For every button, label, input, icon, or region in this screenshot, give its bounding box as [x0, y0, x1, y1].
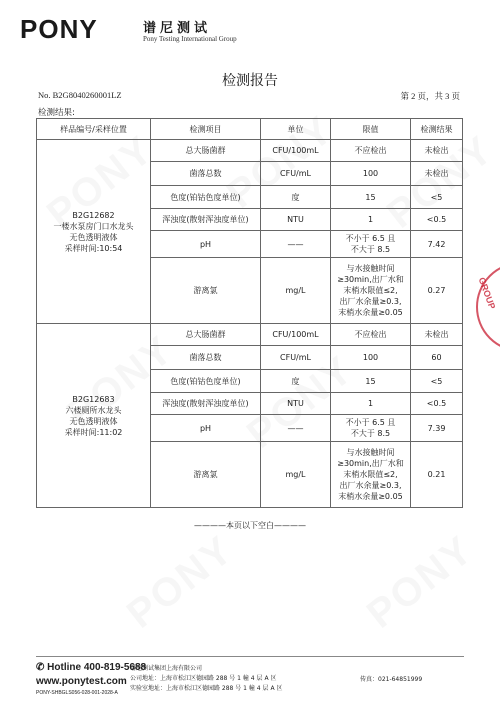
- result-cell: <0.5: [411, 209, 463, 231]
- logo-wordmark: PONY: [20, 14, 98, 44]
- table-row: [37, 140, 463, 162]
- limit-line: 100: [362, 169, 379, 178]
- limit-line: 不应检出: [354, 146, 387, 155]
- sample-info-line: B2G12683: [72, 394, 115, 404]
- unit-cell: CFU/100mL: [261, 324, 331, 346]
- unit-cell: mg/L: [261, 258, 331, 324]
- limit-cell: [331, 346, 411, 370]
- result-cell: <5: [411, 186, 463, 209]
- end-of-page-note: ————本页以下空白————: [194, 521, 306, 530]
- limit-line: 末梢水余量≥0.05: [338, 308, 403, 317]
- limit-cell: [331, 231, 411, 258]
- sample-info-line: 一楼水泵房门口水龙头: [53, 221, 134, 231]
- unit-cell: CFU/mL: [261, 162, 331, 186]
- column-header: 单位: [261, 119, 331, 140]
- test-item-cell: pH: [151, 415, 261, 442]
- test-item-cell: 浑浊度(散射浑浊度单位): [151, 209, 261, 231]
- limit-line: 与水接触时间: [346, 264, 395, 273]
- watermark-text: [359, 527, 482, 637]
- limit-line: 不大于 8.5: [350, 245, 391, 254]
- limit-cell: [331, 415, 411, 442]
- column-header: 检测结果: [411, 119, 463, 140]
- footer-company-name: 谱尼测试集团上海有限公司: [130, 665, 203, 672]
- company-name-en: Pony Testing International Group: [143, 35, 237, 43]
- sample-info-line: B2G12682: [72, 210, 115, 220]
- sample-info-cell: [37, 140, 151, 324]
- limit-line: 出厂水余量≥0.3,: [339, 481, 402, 490]
- document-title: 检测报告: [222, 73, 278, 89]
- sample-info-line: 无色透明液体: [69, 416, 118, 426]
- sample-info-line: 采样时间:11:02: [64, 427, 123, 437]
- limit-line: ≥30min,出厂水和: [337, 275, 404, 284]
- unit-cell: 度: [261, 186, 331, 209]
- column-header: 检测项目: [151, 119, 261, 140]
- limit-line: 15: [365, 192, 376, 202]
- limit-cell: [331, 370, 411, 393]
- test-item-cell: 游离氯: [151, 442, 261, 508]
- phone-icon: ✆: [36, 662, 45, 673]
- limit-cell: [331, 140, 411, 162]
- table-body: [37, 140, 463, 508]
- hotline-text: Hotline 400-819-5688: [47, 662, 147, 673]
- unit-cell: mg/L: [261, 442, 331, 508]
- limit-line: 末梢水余量≥0.05: [338, 492, 403, 501]
- limit-line: 1: [367, 215, 374, 224]
- unit-cell: CFU/mL: [261, 346, 331, 370]
- column-header: 限值: [331, 119, 411, 140]
- sample-info-cell: [37, 324, 151, 508]
- result-cell: 未检出: [411, 162, 463, 186]
- limit-line: ≥30min,出厂水和: [337, 459, 404, 468]
- limit-line: 末梢水限值≤2,: [343, 470, 398, 479]
- company-logo: [20, 14, 280, 48]
- result-cell: 未检出: [411, 324, 463, 346]
- footer-fax: 传真：021-64851999: [360, 676, 423, 683]
- limit-cell: [331, 162, 411, 186]
- result-cell: <0.5: [411, 393, 463, 415]
- result-cell: 0.21: [411, 442, 463, 508]
- limit-line: 100: [362, 353, 379, 362]
- test-item-cell: 总大肠菌群: [151, 324, 261, 346]
- results-label: 检测结果:: [38, 108, 75, 118]
- limit-line: 不小于 6.5 且: [345, 418, 396, 427]
- test-item-cell: 菌落总数: [151, 346, 261, 370]
- table-row: [37, 324, 463, 346]
- form-number: PONY-SHBGLS056-028-001-2028-A: [36, 690, 118, 696]
- page-indicator: 第 2 页，共 3 页: [400, 91, 460, 101]
- company-name-cn: 谱尼测试: [143, 21, 212, 36]
- test-item-cell: 色度(铂钴色度单位): [151, 370, 261, 393]
- footer-reg-address: 公司地址：上海市松江区德园路 288 号 1 幢 4 层 A 区: [130, 675, 277, 682]
- limit-line: 不大于 8.5: [350, 429, 391, 438]
- footer-lab-address: 实验室地址：上海市松江区德园路 288 号 1 幢 4 层 A 区: [130, 685, 283, 692]
- sample-info-line: 采样时间:10:54: [64, 243, 123, 253]
- test-item-cell: 总大肠菌群: [151, 140, 261, 162]
- limit-cell: [331, 393, 411, 415]
- result-cell: 7.42: [411, 231, 463, 258]
- limit-cell: [331, 209, 411, 231]
- footer-company-info: [130, 664, 282, 694]
- unit-cell: 度: [261, 370, 331, 393]
- unit-cell: CFU/100mL: [261, 140, 331, 162]
- limit-line: 不小于 6.5 且: [345, 234, 396, 243]
- result-cell: <5: [411, 370, 463, 393]
- limit-line: 不应检出: [354, 330, 387, 339]
- test-item-cell: 色度(铂钴色度单位): [151, 186, 261, 209]
- report-number: No. B2G8040260001LZ: [38, 90, 122, 100]
- column-header: 样品编号/采样位置: [37, 119, 151, 140]
- test-item-cell: 浑浊度(散射浑浊度单位): [151, 393, 261, 415]
- unit-cell: NTU: [261, 209, 331, 231]
- limit-cell: [331, 258, 411, 324]
- test-item-cell: 菌落总数: [151, 162, 261, 186]
- footer-divider: [36, 656, 464, 657]
- official-seal: [476, 262, 500, 352]
- limit-cell: [331, 324, 411, 346]
- limit-line: 15: [365, 376, 376, 386]
- unit-cell: ——: [261, 231, 331, 258]
- website: www.ponytest.com: [36, 676, 127, 687]
- unit-cell: NTU: [261, 393, 331, 415]
- result-cell: 7.39: [411, 415, 463, 442]
- limit-line: 末梢水限值≤2,: [343, 286, 398, 295]
- results-table: [36, 118, 463, 508]
- watermark-text: [119, 527, 242, 637]
- result-cell: 60: [411, 346, 463, 370]
- result-cell: 未检出: [411, 140, 463, 162]
- sample-info-line: 无色透明液体: [69, 232, 118, 242]
- unit-cell: ——: [261, 415, 331, 442]
- sample-info-line: 六楼厕所水龙头: [65, 405, 122, 415]
- result-cell: 0.27: [411, 258, 463, 324]
- limit-cell: [331, 186, 411, 209]
- limit-line: 与水接触时间: [346, 448, 395, 457]
- limit-line: 出厂水余量≥0.3,: [339, 297, 402, 306]
- limit-cell: [331, 442, 411, 508]
- seal-text: GROUP: [476, 276, 498, 311]
- test-item-cell: pH: [151, 231, 261, 258]
- table-header-row: [37, 119, 463, 140]
- test-item-cell: 游离氯: [151, 258, 261, 324]
- limit-line: 1: [367, 399, 374, 408]
